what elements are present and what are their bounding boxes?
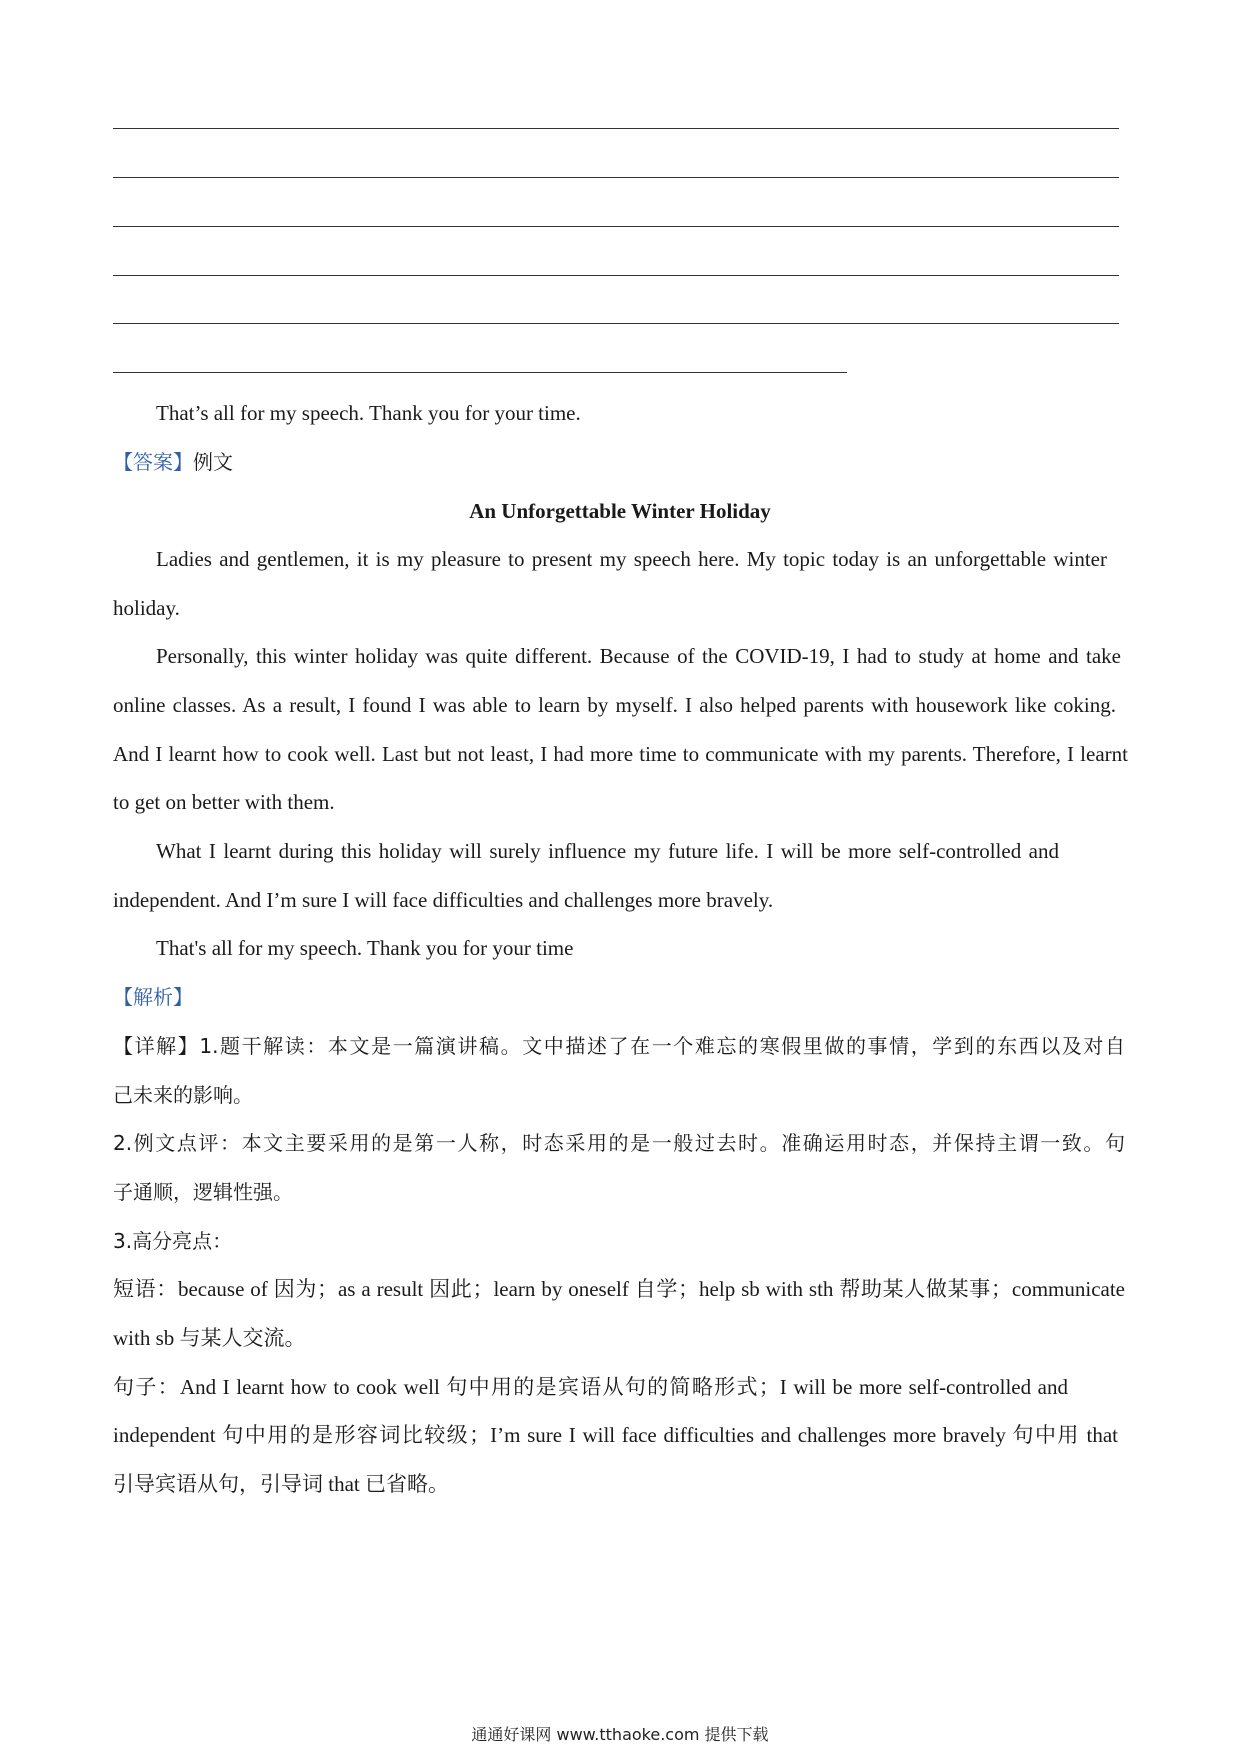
sentences-line: 句子：And I learnt how to cook well 句中用的是宾语从句的简略形式；I will be more self-controlled and	[113, 1375, 1068, 1399]
analysis-line: 子通顺，逻辑性强。	[113, 1180, 293, 1204]
blank-writing-line	[113, 128, 1119, 129]
essay-closing: That's all for my speech. Thank you for your time	[156, 936, 574, 960]
essay-line: to get on better with them.	[113, 790, 335, 814]
blank-writing-line	[113, 226, 1119, 227]
essay-line: And I learnt how to cook well. Last but not least, I had more time to communicate with my parents. Therefore, I learnt	[113, 742, 1128, 766]
phrases-line: with sb 与某人交流。	[113, 1326, 306, 1350]
analysis-line: 3.高分亮点：	[113, 1229, 233, 1253]
sentences-line: independent 句中用的是形容词比较级；I’m sure I will face difficulties and challenges more bravely 句中用 that	[113, 1423, 1118, 1447]
blank-writing-line	[113, 323, 1119, 324]
closing-line: That’s all for my speech. Thank you for your time.	[156, 401, 581, 425]
page-footer: 通通好课网 www.tthaoke.com 提供下载	[471, 1725, 769, 1744]
answer-tag: 【答案】	[113, 450, 193, 474]
phrases-line: 短语：because of 因为；as a result 因此；learn by oneself 自学；help sb with sth 帮助某人做某事；communicate	[113, 1277, 1125, 1301]
essay-line: Ladies and gentlemen, it is my pleasure to present my speech here. My topic today is an unforgettable winter	[156, 547, 1107, 571]
essay-title: An Unforgettable Winter Holiday	[469, 499, 771, 523]
detail-text: 1.题干解读：本文是一篇演讲稿。文中描述了在一个难忘的寒假里做的事情，学到的东西以及对自	[199, 1034, 1125, 1058]
essay-line: online classes. As a result, I found I was able to learn by myself. I also helped parents with housework like coking.	[113, 693, 1116, 717]
analysis-heading	[113, 982, 1135, 1012]
blank-writing-line-short	[113, 372, 847, 373]
essay-line: holiday.	[113, 596, 180, 620]
blank-writing-line	[113, 275, 1119, 276]
analysis-line	[113, 1031, 1125, 1061]
analysis-tag: 【解析】	[113, 985, 193, 1009]
essay-line: What I learnt during this holiday will surely influence my future life. I will be more self-controlled and	[156, 839, 1059, 863]
answer-label: 例文	[193, 450, 233, 474]
detail-tag: 【详解】	[113, 1034, 200, 1058]
blank-writing-line	[113, 177, 1119, 178]
essay-line: independent. And I’m sure I will face difficulties and challenges more bravely.	[113, 888, 774, 912]
analysis-line: 己未来的影响。	[113, 1083, 253, 1107]
essay-line: Personally, this winter holiday was quite different. Because of the COVID-19, I had to study at home and take	[156, 644, 1121, 668]
analysis-line: 2.例文点评：本文主要采用的是第一人称，时态采用的是一般过去时。准确运用时态，并保持主谓一致。句	[113, 1131, 1125, 1155]
sentences-line: 引导宾语从句，引导词 that 已省略。	[113, 1472, 449, 1496]
answer-heading	[113, 447, 1135, 477]
